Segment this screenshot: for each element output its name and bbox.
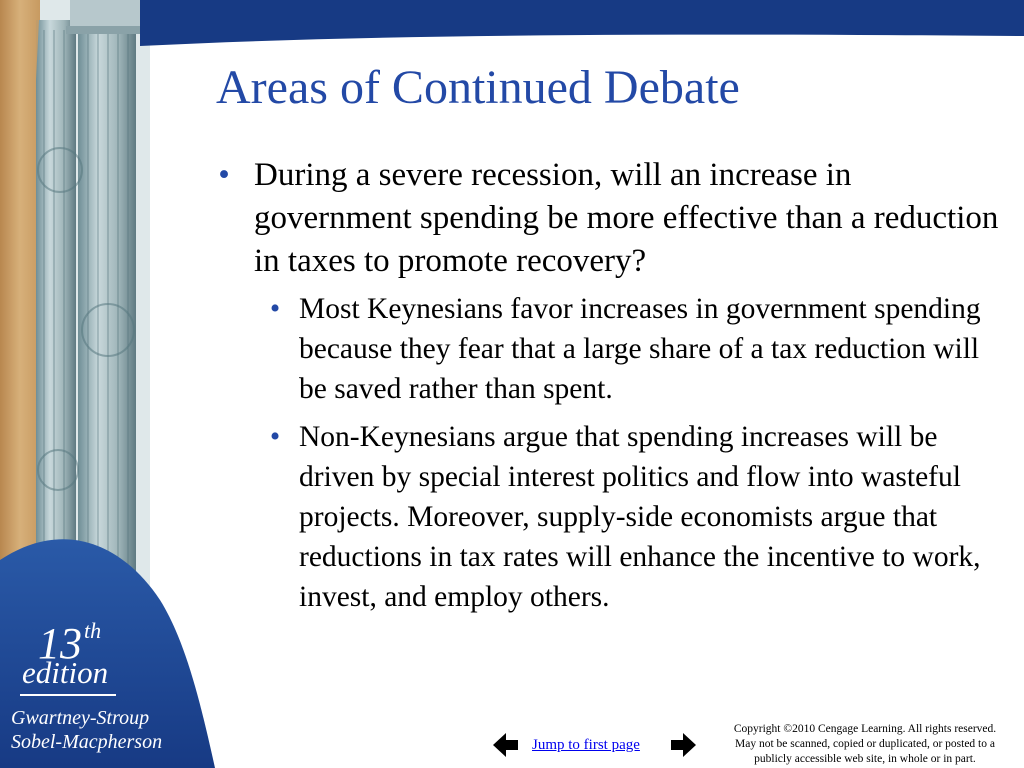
authors-line-1: Gwartney-Stroup (11, 707, 150, 729)
decorative-column-artwork (0, 0, 230, 768)
sub-bullet-text: Most Keynesians favor increases in government spending because they fear that a large share of a tax reduction will be saved rather than spent. (299, 293, 981, 405)
edition-divider (20, 694, 116, 696)
copyright-line-2: May not be scanned, copied or duplicated, or posted to a (735, 738, 995, 750)
left-arrow-icon[interactable] (493, 732, 519, 758)
sub-bullet-marker: • (269, 421, 281, 453)
bullet-list (214, 154, 1004, 625)
sub-bullet-item (214, 289, 1004, 409)
sub-bullet-text: Non-Keynesians argue that spending increases will be driven by special interest politics and flow into wasteful projects. Moreover, supply-side economists argue that reductions in tax rates will enhance the incentive to work, invest, and employ others. (299, 421, 981, 613)
sub-bullet-marker: • (269, 293, 281, 325)
bullet-text: During a severe recession, will an increase in government spending be more effective than a reduction in taxes to promote recovery? (254, 157, 999, 279)
edition-label: edition (22, 655, 109, 690)
copyright-notice (712, 722, 1018, 767)
jump-to-first-page-link[interactable]: Jump to first page (532, 737, 640, 753)
copyright-line-1: Copyright ©2010 Cengage Learning. All rights reserved. (733, 723, 997, 735)
header-band (0, 0, 1024, 60)
right-arrow-icon[interactable] (670, 732, 696, 758)
copyright-line-3: publicly accessible web site, in whole or in part. (754, 753, 976, 765)
sub-bullet-item (214, 417, 1004, 617)
bullet-item (214, 154, 1004, 283)
bullet-marker: • (218, 157, 230, 193)
edition-suffix: th (84, 618, 102, 643)
slide-title: Areas of Continued Debate (216, 61, 740, 114)
edition-number-value: 13 (38, 619, 82, 668)
authors-line-2: Sobel-Macpherson (11, 731, 163, 753)
sub-bullet-list (214, 289, 1004, 617)
